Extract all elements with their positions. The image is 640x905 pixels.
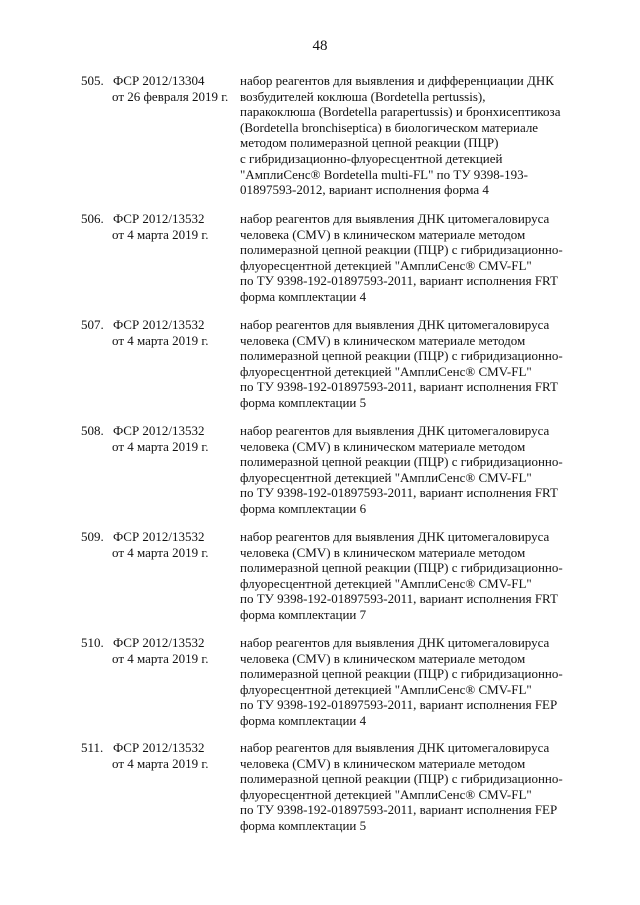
description-line: по ТУ 9398-192-01897593-2011, вариант исполнения FRT	[240, 485, 558, 501]
registration-info	[112, 73, 234, 104]
description-line: флуоресцентной детекцией "АмплиСенс® CMV-FL"	[240, 786, 532, 802]
description-line: "АмплиСенс® Bordetella multi-FL" по ТУ 9398-193-	[240, 166, 528, 182]
entry-number: 506.	[81, 211, 104, 226]
description-line: флуоресцентной детекцией "АмплиСенс® CMV-FL"	[240, 363, 532, 379]
registration-date: от 4 марта 2019 г.	[112, 544, 209, 560]
description-line: методом полимеразной цепной реакции (ПЦР)	[240, 135, 499, 151]
registration-date: от 4 марта 2019 г.	[112, 755, 209, 771]
description-line: по ТУ 9398-192-01897593-2011, вариант исполнения FEP	[240, 697, 558, 713]
description-line: набор реагентов для выявления ДНК цитомегаловируса	[240, 740, 550, 755]
description-line: паракоклюша (Bordetella parapertussis) и бронхисептикоза	[240, 104, 561, 120]
description-line: полимеразной цепной реакции (ПЦР) с гибридизационно-	[240, 666, 563, 682]
description-line: (Bordetella bronchiseptica) в биологическом материале	[240, 119, 539, 135]
registration-number: ФСР 2012/13532	[113, 317, 205, 332]
registration-number: ФСР 2012/13532	[113, 740, 205, 755]
entry-description	[240, 740, 580, 834]
description-line: флуоресцентной детекцией "АмплиСенс® CMV-FL"	[240, 681, 532, 697]
registration-info	[112, 317, 234, 348]
description-line: полимеразной цепной реакции (ПЦР) с гибридизационно-	[240, 242, 563, 258]
description-line: форма комплектации 4	[240, 288, 367, 304]
registration-date: от 4 марта 2019 г.	[112, 332, 209, 348]
entry-number: 511.	[81, 740, 104, 755]
description-line: возбудителей коклюша (Bordetella pertussis),	[240, 88, 486, 104]
page-number: 48	[312, 38, 328, 54]
description-line: человека (CMV) в клиническом материале методом	[240, 226, 526, 242]
description-line: форма комплектации 4	[240, 712, 367, 728]
description-line: по ТУ 9398-192-01897593-2011, вариант исполнения FRT	[240, 591, 558, 607]
description-line: форма комплектации 6	[240, 500, 367, 516]
description-line: полимеразной цепной реакции (ПЦР) с гибридизационно-	[240, 560, 563, 576]
entry-number: 508.	[81, 423, 104, 438]
description-line: человека (CMV) в клиническом материале методом	[240, 755, 526, 771]
description-line: полимеразной цепной реакции (ПЦР) с гибридизационно-	[240, 771, 563, 787]
description-line: набор реагентов для выявления ДНК цитомегаловируса	[240, 317, 550, 332]
entry-description	[240, 211, 580, 305]
description-line: форма комплектации 7	[240, 606, 367, 622]
registration-info	[112, 635, 234, 666]
description-line: 01897593-2012, вариант исполнения форма 4	[240, 182, 489, 198]
description-line: флуоресцентной детекцией "АмплиСенс® CMV-FL"	[240, 257, 532, 273]
description-line: полимеразной цепной реакции (ПЦР) с гибридизационно-	[240, 454, 563, 470]
description-line: флуоресцентной детекцией "АмплиСенс® CMV-FL"	[240, 575, 532, 591]
entry-number: 507.	[81, 317, 104, 332]
description-line: с гибридизационно-флуоресцентной детекцией	[240, 150, 503, 166]
registration-info	[112, 529, 234, 560]
description-line: человека (CMV) в клиническом материале методом	[240, 544, 526, 560]
registration-number: ФСР 2012/13532	[113, 211, 205, 226]
entry-description	[240, 423, 580, 517]
description-line: набор реагентов для выявления и дифференциации ДНК	[240, 73, 554, 88]
registration-date: от 4 марта 2019 г.	[112, 226, 209, 242]
entry-number: 509.	[81, 529, 104, 544]
entry-description	[240, 73, 580, 198]
description-line: набор реагентов для выявления ДНК цитомегаловируса	[240, 211, 550, 226]
registration-number: ФСР 2012/13532	[113, 423, 205, 438]
registration-date: от 26 февраля 2019 г.	[112, 88, 229, 104]
entry-number: 510.	[81, 635, 104, 650]
description-line: по ТУ 9398-192-01897593-2011, вариант исполнения FRT	[240, 273, 558, 289]
registration-number: ФСР 2012/13532	[113, 635, 205, 650]
entry-number: 505.	[81, 73, 104, 88]
description-line: набор реагентов для выявления ДНК цитомегаловируса	[240, 635, 550, 650]
description-line: полимеразной цепной реакции (ПЦР) с гибридизационно-	[240, 348, 563, 364]
description-line: форма комплектации 5	[240, 394, 367, 410]
registration-date: от 4 марта 2019 г.	[112, 650, 209, 666]
description-line: человека (CMV) в клиническом материале методом	[240, 650, 526, 666]
entry-description	[240, 529, 580, 623]
description-line: набор реагентов для выявления ДНК цитомегаловируса	[240, 529, 550, 544]
entry-description	[240, 317, 580, 411]
description-line: форма комплектации 5	[240, 817, 367, 833]
description-line: человека (CMV) в клиническом материале методом	[240, 438, 526, 454]
registration-info	[112, 211, 234, 242]
registration-number: ФСР 2012/13532	[113, 529, 205, 544]
description-line: флуоресцентной детекцией "АмплиСенс® CMV-FL"	[240, 469, 532, 485]
description-line: набор реагентов для выявления ДНК цитомегаловируса	[240, 423, 550, 438]
description-line: по ТУ 9398-192-01897593-2011, вариант исполнения FRT	[240, 379, 558, 395]
registration-info	[112, 423, 234, 454]
description-line: человека (CMV) в клиническом материале методом	[240, 332, 526, 348]
registration-info	[112, 740, 234, 771]
entry-description	[240, 635, 580, 729]
description-line: по ТУ 9398-192-01897593-2011, вариант исполнения FEP	[240, 802, 558, 818]
registration-date: от 4 марта 2019 г.	[112, 438, 209, 454]
registration-number: ФСР 2012/13304	[113, 73, 205, 88]
